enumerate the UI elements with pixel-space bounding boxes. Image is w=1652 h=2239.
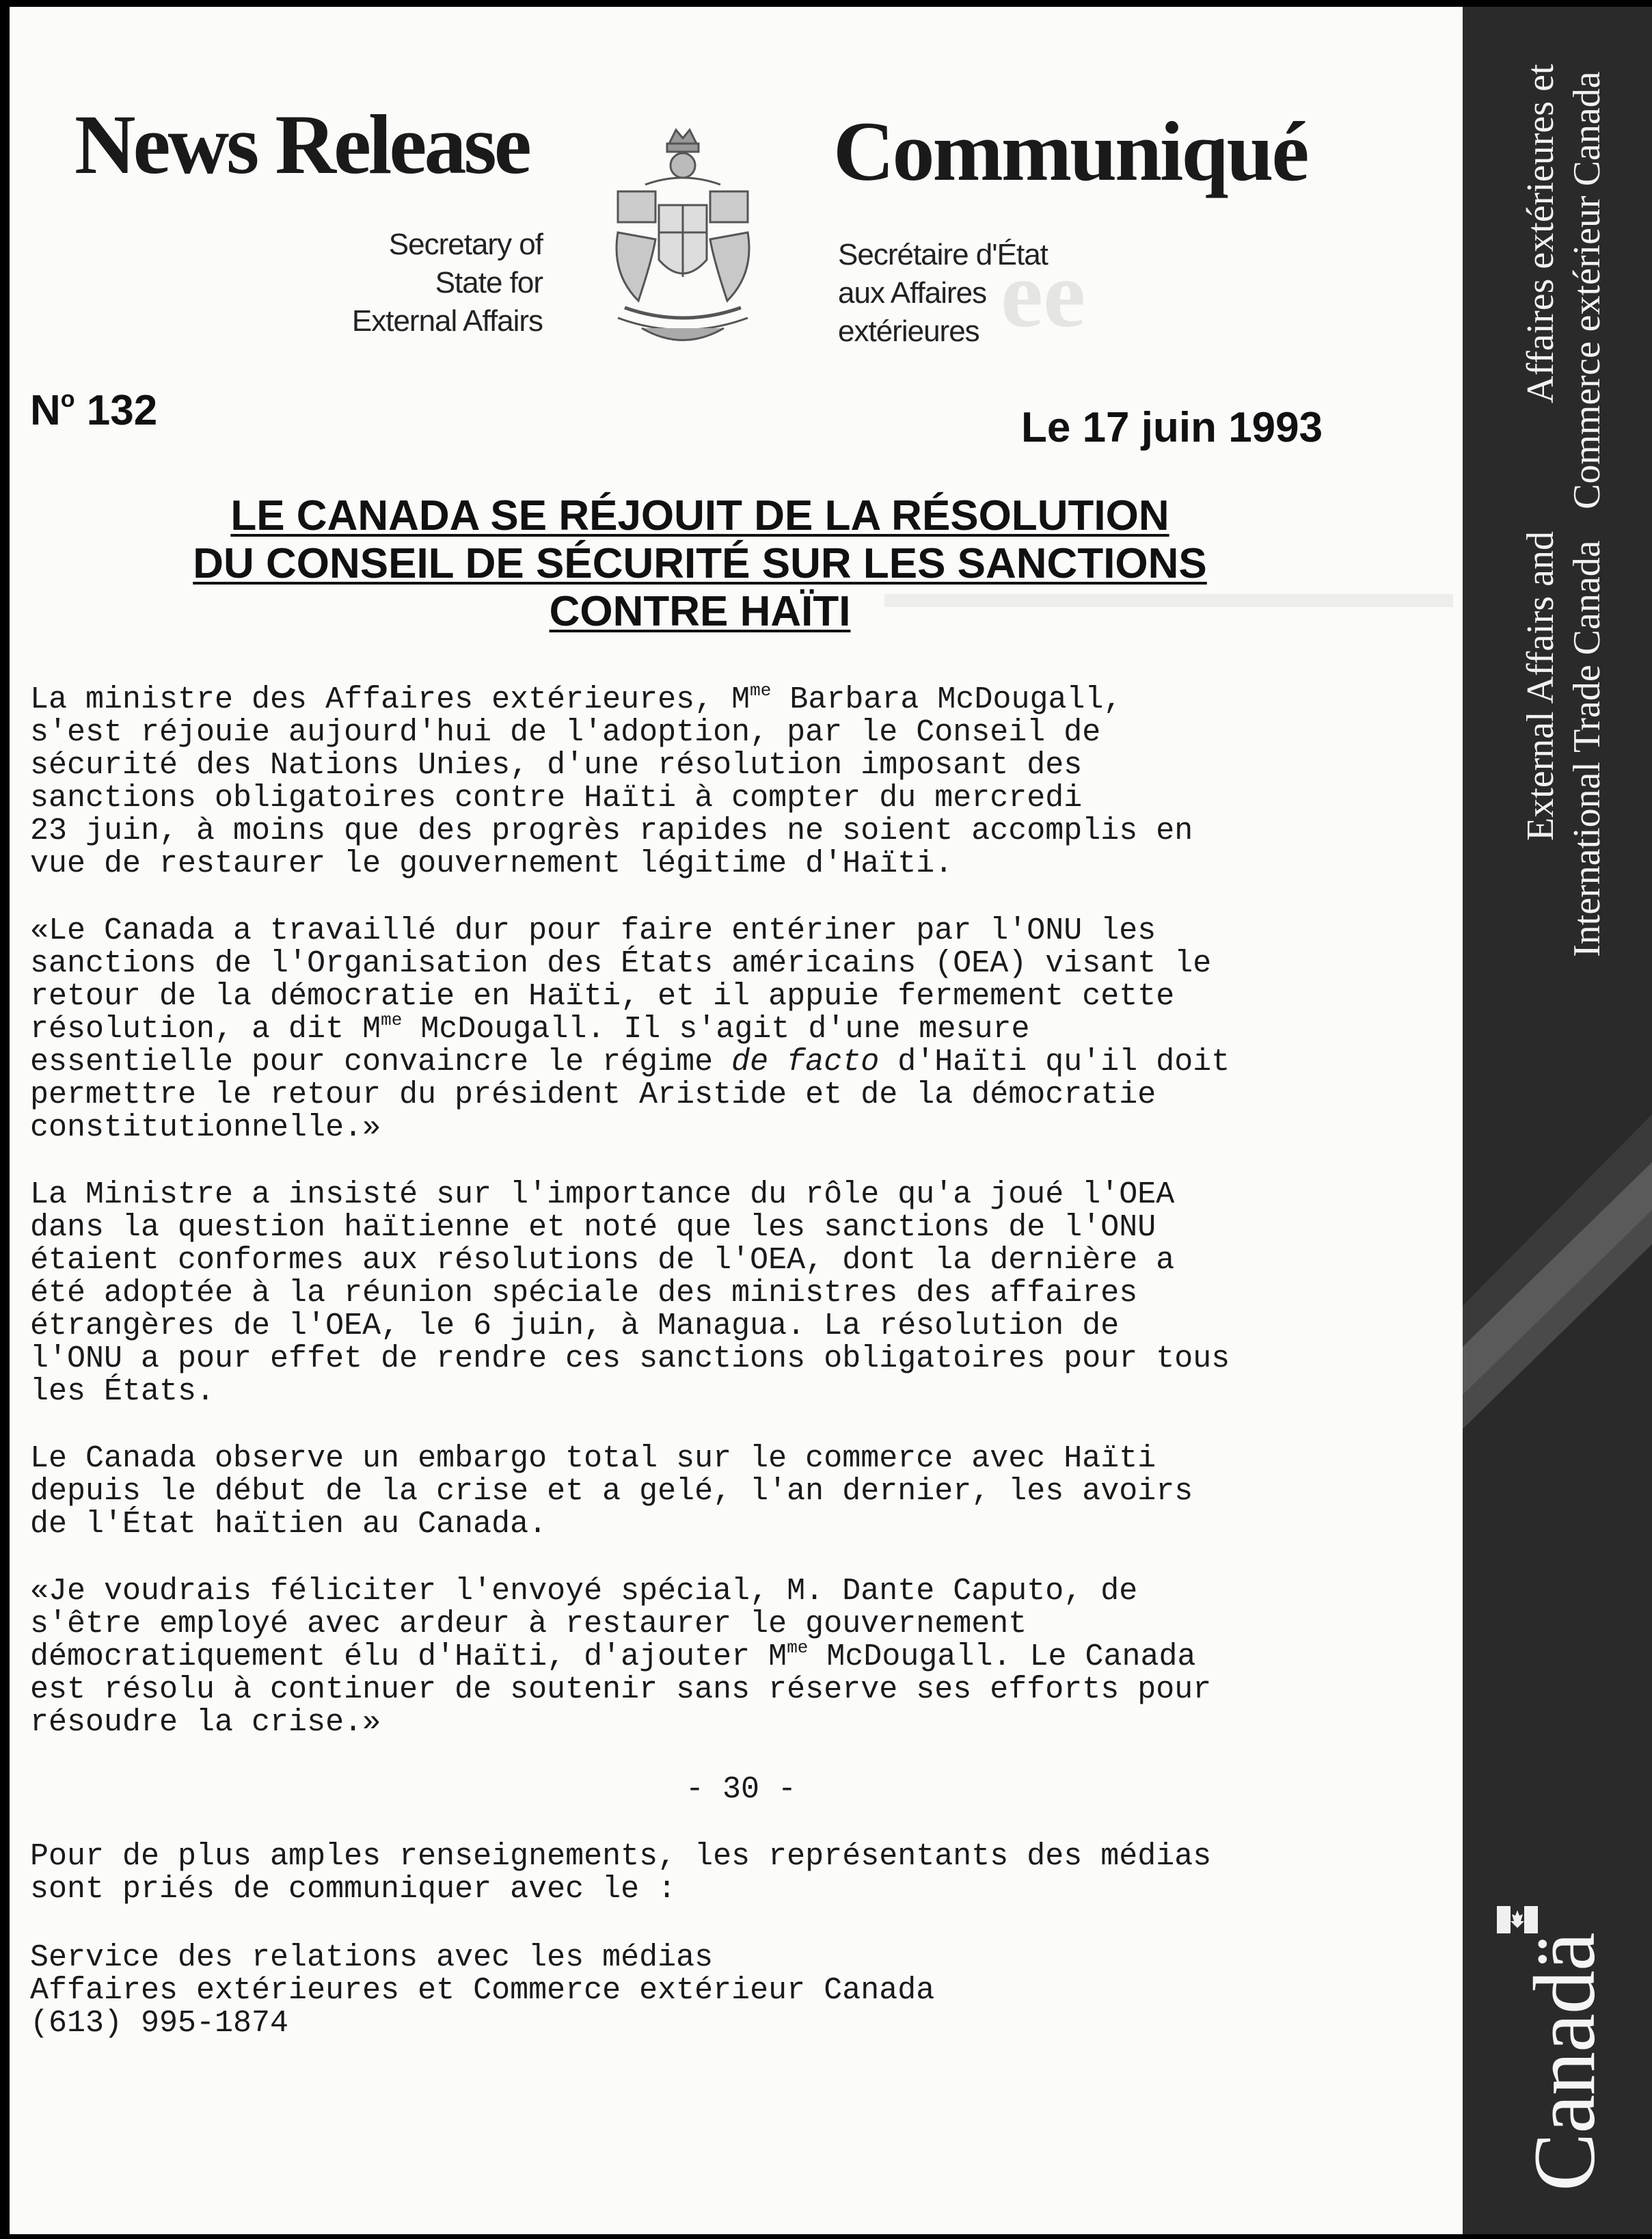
bleed-through-mark: ee	[1001, 241, 1086, 347]
contact-block: Service des relations avec les médias Affaires extérieures et Commerce extérieur Canada (613) 995-1874	[30, 1940, 935, 2041]
canada-flag-icon	[1497, 1906, 1538, 1933]
department-line: Secretary of	[388, 228, 543, 261]
honorific-sup: me	[381, 1010, 403, 1030]
paragraph-3: La Ministre a insisté sur l'importance du rôle qu'a joué l'OEA dans la question haïtienne et noté que les sanctions de l'ONU étaient conformes aux résolutions de l'OEA, dont la dernière a été adoptée à la réunion spéciale des ministres des affaires étrangères de l'OEA, le 6 juin, à Managua. La résolution de l'ONU a pour effet de rendre ces sanctions obligatoires pour tous les États.	[30, 1177, 1230, 1409]
coat-of-arms-icon	[604, 123, 761, 356]
body-text	[30, 680, 1424, 2076]
paragraph-text: McDougall. Le Canada est résolu à continuer de soutenir sans réserve ses efforts pour résoudre la crise.»	[30, 1639, 1212, 1740]
communique-title: Communiqué	[833, 105, 1308, 198]
department-name-fr	[838, 236, 1111, 351]
sidebar-fr-line-1: Affaires extérieures et	[1519, 64, 1562, 403]
department-line: External Affairs	[351, 304, 543, 338]
headline-line	[126, 540, 1274, 588]
contact-intro: Pour de plus amples renseignements, les représentants des médias sont priés de communiquer avec le :	[30, 1839, 1212, 1907]
headline-line	[126, 492, 1274, 540]
paragraph-text: «Le Canada a travaillé dur pour faire entériner par l'ONU les sanctions de l'Organisation des États américains (OEA) visant le retour de la démocratie en Haïti, et il appuie fermement cette résolution, a dit M	[30, 913, 1212, 1047]
headline-text: CONTRE HAÏTI	[549, 588, 851, 635]
bleed-through-mark: ▬▬▬▬▬▬▬▬▬▬▬▬▬	[884, 568, 1453, 617]
headline-text: DU CONSEIL DE SÉCURITÉ SUR LES SANCTIONS	[193, 540, 1207, 587]
sidebar-en-line-1: External Affairs and	[1519, 531, 1562, 841]
paragraph-2	[30, 915, 1424, 1144]
sidebar-fr-line-2: Commerce extérieur Canada	[1566, 71, 1608, 509]
number-value: 132	[86, 387, 158, 434]
headline	[126, 492, 1274, 636]
paragraph-4: Le Canada observe un embargo total sur le commerce avec Haïti depuis le début de la crise et a gelé, l'an dernier, les avoirs de l'État haïtien au Canada.	[30, 1441, 1193, 1542]
honorific-sup: me	[787, 1637, 809, 1658]
canada-wordmark: Canadä	[1516, 1933, 1613, 2191]
headline-text: LE CANADA SE RÉJOUIT DE LA RÉSOLUTION	[230, 492, 1169, 539]
paragraph-text: McDougall. Il s'agit d'une mesure essentielle pour convaincre le régime	[30, 1012, 1030, 1080]
paragraph-text: La ministre des Affaires extérieures, M	[30, 682, 750, 717]
paragraph-text: d'Haïti qu'il doit permettre le retour du président Aristide et de la démocratie constitutionnelle.»	[30, 1045, 1230, 1145]
italic-phrase: de facto	[731, 1045, 880, 1080]
end-mark: - 30 -	[685, 1772, 797, 1807]
department-line: aux Affaires	[838, 276, 987, 310]
paragraph-text: Barbara McDougall, s'est réjouie aujourd'hui de l'adoption, par le Conseil de sécurité des Nations Unies, d'une résolution imposant des sanctions obligatoires contre Haïti à compter du mercredi 23 juin, à moins que des progrès rapides ne soient accomplis en vue de restaurer le gouvernement légitime d'Haïti.	[30, 682, 1193, 881]
document-page	[10, 7, 1463, 2234]
paragraph-1	[30, 680, 1424, 881]
release-date: Le 17 juin 1993	[1021, 404, 1323, 451]
department-name-en	[310, 226, 543, 340]
release-number	[30, 386, 157, 435]
number-sup: o	[60, 386, 75, 412]
number-prefix: N	[30, 387, 61, 434]
honorific-sup: me	[750, 680, 772, 701]
sidebar-en-line-2: International Trade Canada	[1566, 540, 1608, 957]
headline-line	[126, 588, 1274, 636]
paragraph-5	[30, 1575, 1424, 1739]
news-release-title: News Release	[75, 98, 529, 191]
department-line: Secrétaire d'État	[838, 238, 1048, 271]
department-line: State for	[435, 266, 543, 299]
department-line: extérieures	[838, 314, 979, 348]
paragraph-text: «Je voudrais féliciter l'envoyé spécial, M. Dante Caputo, de s'être employé avec ardeur à restaurer le gouvernement démocratiquement élu d'Haïti, d'ajouter M	[30, 1574, 1138, 1674]
